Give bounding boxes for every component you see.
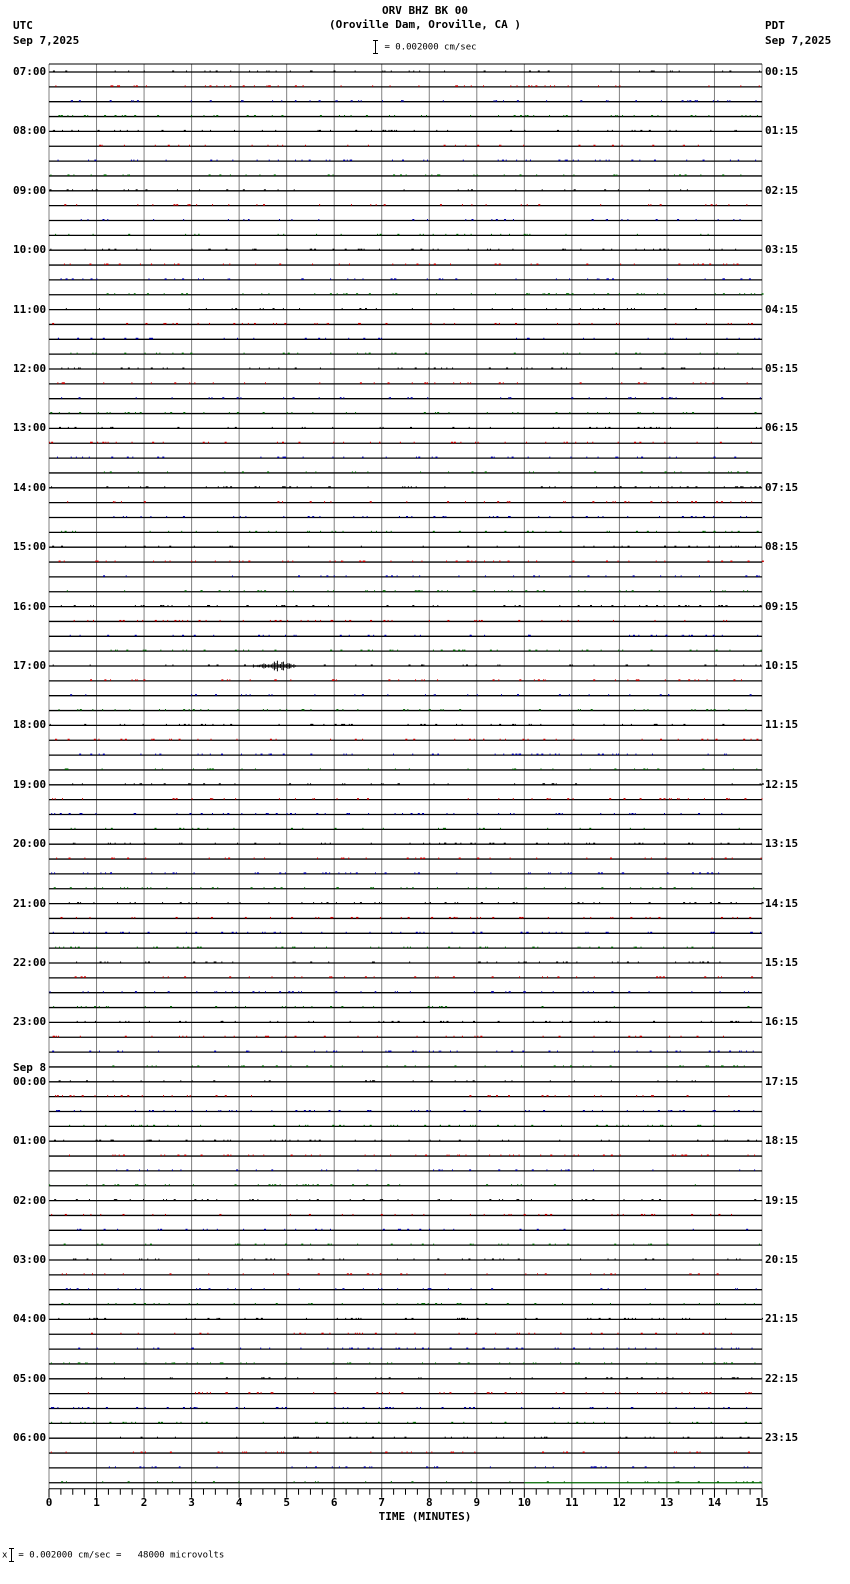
utc-hour-label: 19:00	[13, 777, 47, 791]
date-change-label: Sep 8	[13, 1060, 47, 1074]
utc-hour-label: 17:00	[13, 659, 47, 672]
utc-hour-label: 20:00	[13, 837, 47, 851]
pdt-hour-label: 12:15	[765, 777, 799, 791]
pdt-hour-label: 10:15	[765, 659, 799, 672]
x-tick-label: 10	[517, 1496, 531, 1509]
pdt-hour-label: 23:15	[765, 1431, 799, 1445]
footer-scale	[2, 1548, 224, 1562]
utc-hour-label: 12:00	[13, 362, 47, 375]
utc-hour-label: 01:00	[13, 1134, 47, 1148]
pdt-hour-label: 05:15	[765, 362, 799, 375]
x-tick-label: 7	[378, 1496, 386, 1509]
pdt-hour-label: 22:15	[765, 1371, 799, 1385]
pdt-hour-label: 17:15	[765, 1074, 799, 1088]
pdt-hour-label: 15:15	[765, 956, 799, 969]
x-tick-label: 11	[565, 1496, 579, 1509]
x-tick-label: 3	[188, 1496, 195, 1509]
pdt-hour-label: 07:15	[765, 480, 799, 494]
x-tick-label: 4	[235, 1496, 243, 1509]
pdt-hour-label: 18:15	[765, 1134, 799, 1148]
scale-bar-icon	[9, 1548, 14, 1562]
left-date: Sep 7,2025	[13, 34, 80, 47]
pdt-hour-label: 00:15	[765, 65, 799, 78]
pdt-hour-label: 01:15	[765, 124, 799, 138]
pdt-hour-label: 08:15	[765, 540, 799, 554]
pdt-hour-label: 16:15	[765, 1015, 799, 1029]
utc-hour-label: 15:00	[13, 540, 47, 554]
pdt-hour-label: 09:15	[765, 599, 799, 613]
x-tick-label: 1	[93, 1496, 100, 1509]
utc-hour-label: 13:00	[13, 421, 47, 435]
utc-hour-label: 10:00	[13, 243, 47, 257]
station-location: (Oroville Dam, Oroville, CA )	[328, 18, 522, 31]
station-title: ORV BHZ BK 00	[381, 4, 469, 17]
pdt-hour-label: 06:15	[765, 421, 799, 435]
pdt-hour-label: 19:15	[765, 1193, 799, 1207]
pdt-hour-label: 21:15	[765, 1312, 799, 1326]
footer-prefix: x	[2, 1550, 8, 1561]
pdt-hour-label: 20:15	[765, 1253, 799, 1266]
x-tick-label: 6	[330, 1496, 338, 1509]
pdt-hour-label: 14:15	[765, 896, 799, 910]
utc-hour-label: 03:00	[13, 1253, 47, 1266]
utc-hour-label: 14:00	[13, 480, 47, 494]
utc-hour-label: 02:00	[13, 1193, 47, 1207]
left-timezone: UTC	[13, 19, 33, 32]
x-tick-label: 9	[473, 1496, 481, 1509]
x-tick-label: 8	[425, 1496, 433, 1509]
utc-hour-label: 22:00	[13, 956, 47, 969]
utc-hour-label: 04:00	[13, 1312, 47, 1326]
x-tick-label: 0	[45, 1496, 53, 1509]
utc-hour-label: 23:00	[13, 1015, 47, 1029]
utc-hour-label: 06:00	[13, 1431, 47, 1445]
utc-hour-label: 05:00	[13, 1371, 47, 1385]
pdt-hour-label: 04:15	[765, 302, 799, 316]
right-date: Sep 7,2025	[765, 34, 832, 47]
pdt-hour-label: 03:15	[765, 243, 799, 257]
x-tick-label: 15	[755, 1496, 769, 1509]
utc-hour-label: 18:00	[13, 718, 47, 732]
utc-hour-label: 16:00	[13, 599, 47, 613]
utc-hour-label: 11:00	[13, 302, 47, 316]
pdt-hour-label: 13:15	[765, 837, 799, 851]
x-axis-label: TIME (MINUTES)	[378, 1510, 472, 1523]
utc-hour-label: 08:00	[13, 124, 47, 138]
utc-hour-label: 00:00	[13, 1074, 47, 1088]
utc-hour-label: 09:00	[13, 183, 47, 197]
pdt-hour-label: 02:15	[765, 183, 799, 197]
utc-hour-label: 21:00	[13, 896, 47, 910]
x-tick-label: 5	[283, 1496, 290, 1509]
footer-scale-text: = 0.002000 cm/sec = 48000 microvolts	[18, 1550, 225, 1561]
x-tick-label: 2	[140, 1496, 148, 1509]
right-timezone: PDT	[765, 19, 785, 32]
scale-text: = 0.002000 cm/sec	[384, 42, 477, 53]
x-tick-label: 13	[660, 1496, 674, 1509]
x-tick-label: 12	[612, 1496, 627, 1509]
utc-hour-label: 07:00	[13, 65, 47, 78]
pdt-hour-label: 11:15	[765, 718, 799, 732]
x-tick-label: 14	[707, 1496, 722, 1509]
